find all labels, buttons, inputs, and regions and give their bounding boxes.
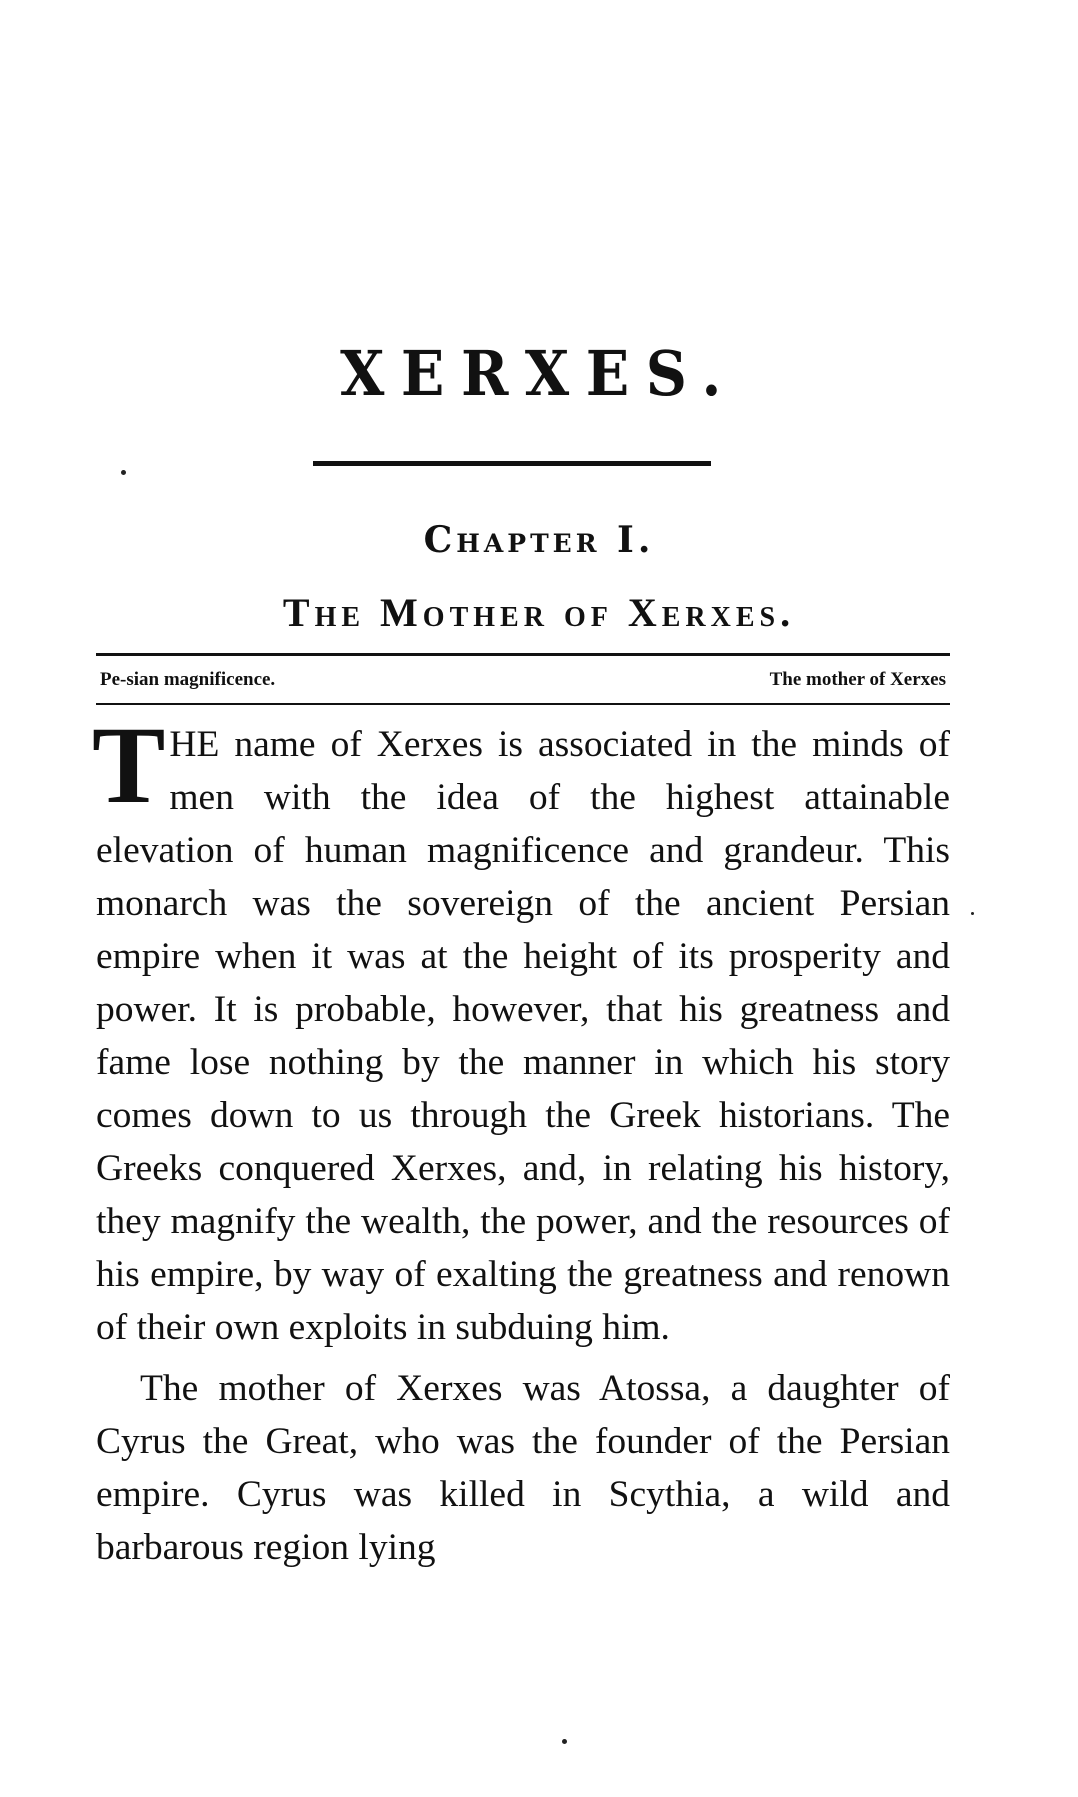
drop-cap: T [92,704,166,826]
speck-mark [121,470,126,475]
body-text [92,704,950,1574]
chapter-heading: Chapter I. [423,519,655,561]
running-head-right: The mother of Xerxes [769,668,946,690]
paragraph-1 [92,704,950,1354]
speck-mark [971,912,974,915]
speck-mark [562,1739,567,1744]
chapter-title: The Mother of Xerxes. [282,590,796,635]
running-head [96,653,950,705]
paragraph-1-text: HE name of Xerxes is associated in the minds of men with the idea of the highest attainable elevation of human magnificence and grandeur. This monarch was the sovereign of the ancient Persian empire when it was at the height of its prosperity and power. It is probable, however, that his greatness and fame lose nothing by the manner in which his story comes down to us through the Greek historians. The Greeks conquered Xerxes, and, in relating his history, they magnify the wealth, the power, and the resources of his empire, by way of exalting the greatness and renown of their own exploits in subduing him. [96,724,950,1348]
running-head-left: Pe-sian magnificence. [100,668,276,690]
book-title: XERXES. [340,337,738,410]
title-rule [313,461,711,466]
paragraph-2: The mother of Xerxes was Atossa, a daughter of Cyrus the Great, who was the founder of the Persian empire. Cyrus was killed in Scythia, a wild and barbarous region lying [96,1368,950,1568]
